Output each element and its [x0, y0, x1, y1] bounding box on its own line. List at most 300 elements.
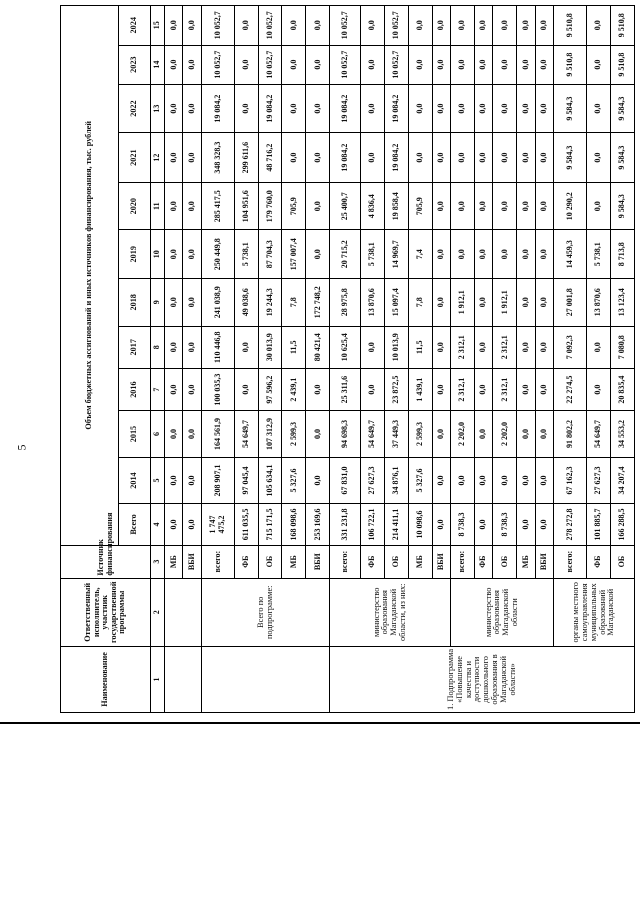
- year-value-cell: 10 052,7: [330, 6, 360, 46]
- year-value-cell: 34 876,1: [384, 457, 408, 504]
- total-value-cell: 278 272,8: [554, 504, 587, 545]
- year-value-cell: 10 052,7: [258, 6, 282, 46]
- total-value-cell: 10 098,6: [408, 504, 432, 545]
- year-value-cell: 0,0: [493, 45, 517, 84]
- year-value-cell: 0,0: [474, 230, 492, 279]
- source-cell: МБ: [408, 545, 432, 578]
- source-cell: всего:: [330, 545, 360, 578]
- year-value-cell: 67 831,0: [330, 457, 360, 504]
- column-index: 10: [151, 230, 165, 279]
- year-value-cell: 2 599,3: [282, 411, 306, 458]
- year-value-cell: 11,5: [408, 326, 432, 368]
- year-value-cell: 100 035,3: [201, 368, 234, 410]
- table-row: [450, 6, 474, 713]
- page-number: 5: [14, 444, 29, 451]
- year-value-cell: 0,0: [306, 182, 330, 230]
- year-value-cell: 5 327,6: [408, 457, 432, 504]
- year-value-cell: 0,0: [450, 457, 474, 504]
- source-cell: ОБ: [258, 545, 282, 578]
- column-index: 12: [151, 133, 165, 183]
- year-value-cell: 15 097,4: [384, 279, 408, 327]
- column-index: 1: [151, 646, 165, 712]
- year-value-cell: 0,0: [432, 457, 450, 504]
- year-value-cell: 0,0: [183, 45, 201, 84]
- year-value-cell: 0,0: [474, 326, 492, 368]
- year-value-cell: 0,0: [360, 368, 384, 410]
- total-value-cell: 0,0: [517, 504, 535, 545]
- subprogram-name-cell: 1. Подпрограмма «Повышение качества и доступности дошкольного образования в Магаданской области»: [330, 646, 635, 712]
- year-value-cell: 0,0: [517, 230, 535, 279]
- column-index: 6: [151, 411, 165, 458]
- total-value-cell: 0,0: [474, 504, 492, 545]
- total-value-cell: 331 231,8: [330, 504, 360, 545]
- year-value-cell: 0,0: [306, 133, 330, 183]
- year-value-cell: 0,0: [183, 84, 201, 133]
- year-value-cell: 2 202,0: [493, 411, 517, 458]
- year-value-cell: 27 627,3: [586, 457, 610, 504]
- year-value-cell: 0,0: [517, 133, 535, 183]
- year-value-cell: 11,5: [282, 326, 306, 368]
- year-value-cell: 10 052,7: [384, 45, 408, 84]
- year-value-cell: 54 649,7: [586, 411, 610, 458]
- year-value-cell: 19 084,2: [330, 84, 360, 133]
- responsible-cell: [165, 578, 202, 646]
- header-year: 2014: [119, 457, 151, 504]
- table-body: [165, 6, 635, 713]
- year-value-cell: 0,0: [183, 182, 201, 230]
- table-row: [554, 6, 587, 713]
- year-value-cell: 0,0: [282, 84, 306, 133]
- year-value-cell: 91 802,2: [554, 411, 587, 458]
- year-value-cell: 164 561,9: [201, 411, 234, 458]
- year-value-cell: 10 290,2: [554, 182, 587, 230]
- year-value-cell: 49 038,6: [234, 279, 258, 327]
- year-value-cell: 0,0: [432, 368, 450, 410]
- year-value-cell: 2 202,0: [450, 411, 474, 458]
- year-value-cell: 0,0: [493, 84, 517, 133]
- year-value-cell: 0,0: [165, 230, 183, 279]
- source-cell: ФБ: [234, 545, 258, 578]
- total-value-cell: 0,0: [183, 504, 201, 545]
- source-cell: всего:: [201, 545, 234, 578]
- header-total: Всего: [119, 504, 151, 545]
- source-cell: ВБИ: [432, 545, 450, 578]
- year-value-cell: 0,0: [432, 6, 450, 46]
- year-value-cell: 0,0: [432, 133, 450, 183]
- year-value-cell: 14 969,7: [384, 230, 408, 279]
- year-value-cell: 37 449,3: [384, 411, 408, 458]
- year-value-cell: 0,0: [517, 368, 535, 410]
- source-cell: ФБ: [586, 545, 610, 578]
- year-value-cell: 0,0: [586, 182, 610, 230]
- year-value-cell: 0,0: [474, 45, 492, 84]
- year-value-cell: 0,0: [586, 45, 610, 84]
- year-value-cell: 0,0: [165, 457, 183, 504]
- year-value-cell: 0,0: [165, 279, 183, 327]
- year-value-cell: 0,0: [535, 368, 553, 410]
- year-value-cell: 2 312,1: [450, 368, 474, 410]
- year-value-cell: 0,0: [183, 368, 201, 410]
- total-value-cell: 253 169,6: [306, 504, 330, 545]
- year-value-cell: 110 446,8: [201, 326, 234, 368]
- year-value-cell: 0,0: [183, 411, 201, 458]
- year-value-cell: 0,0: [432, 230, 450, 279]
- year-value-cell: 5 738,1: [586, 230, 610, 279]
- year-value-cell: 10 625,4: [330, 326, 360, 368]
- year-value-cell: 0,0: [306, 411, 330, 458]
- header-source: Источник финансирования: [61, 545, 151, 578]
- year-value-cell: 348 328,3: [201, 133, 234, 183]
- year-value-cell: 22 274,5: [554, 368, 587, 410]
- year-value-cell: 0,0: [493, 6, 517, 46]
- year-value-cell: 0,0: [474, 457, 492, 504]
- year-value-cell: 28 975,8: [330, 279, 360, 327]
- header-year: 2023: [119, 45, 151, 84]
- year-value-cell: 0,0: [474, 133, 492, 183]
- column-index: 13: [151, 84, 165, 133]
- year-value-cell: 0,0: [234, 45, 258, 84]
- year-value-cell: 0,0: [360, 84, 384, 133]
- year-value-cell: 0,0: [360, 133, 384, 183]
- year-value-cell: 0,0: [360, 326, 384, 368]
- subprogram-name-cell: [165, 646, 202, 712]
- year-value-cell: 20 835,4: [610, 368, 634, 410]
- year-value-cell: 0,0: [165, 182, 183, 230]
- year-value-cell: 0,0: [432, 411, 450, 458]
- year-value-cell: 0,0: [493, 182, 517, 230]
- year-value-cell: 0,0: [450, 84, 474, 133]
- year-value-cell: 30 013,9: [258, 326, 282, 368]
- year-value-cell: 0,0: [474, 368, 492, 410]
- year-value-cell: 7 080,8: [610, 326, 634, 368]
- year-value-cell: 285 417,5: [201, 182, 234, 230]
- year-value-cell: 0,0: [306, 84, 330, 133]
- year-value-cell: 2 599,3: [408, 411, 432, 458]
- header-year: 2024: [119, 6, 151, 46]
- year-value-cell: 10 052,7: [258, 45, 282, 84]
- total-value-cell: 0,0: [535, 504, 553, 545]
- year-value-cell: 0,0: [586, 368, 610, 410]
- year-value-cell: 27 627,3: [360, 457, 384, 504]
- year-value-cell: 0,0: [432, 279, 450, 327]
- column-index: 3: [151, 545, 165, 578]
- year-value-cell: 34 207,4: [610, 457, 634, 504]
- column-index: 8: [151, 326, 165, 368]
- column-index: 14: [151, 45, 165, 84]
- year-value-cell: 10 052,7: [330, 45, 360, 84]
- source-cell: ВБИ: [306, 545, 330, 578]
- year-value-cell: 19 084,2: [384, 84, 408, 133]
- year-value-cell: 0,0: [432, 45, 450, 84]
- year-value-cell: 19 858,4: [384, 182, 408, 230]
- year-value-cell: 705,9: [282, 182, 306, 230]
- year-value-cell: 9 510,8: [554, 45, 587, 84]
- year-value-cell: 0,0: [535, 133, 553, 183]
- total-value-cell: 101 885,7: [586, 504, 610, 545]
- year-value-cell: 27 001,8: [554, 279, 587, 327]
- header-responsible: Ответственный исполнитель, участник государственной программы: [61, 578, 151, 646]
- header-year: 2021: [119, 133, 151, 183]
- year-value-cell: 14 459,3: [554, 230, 587, 279]
- column-index: 11: [151, 182, 165, 230]
- year-value-cell: 9 510,8: [554, 6, 587, 46]
- year-value-cell: 0,0: [183, 133, 201, 183]
- year-value-cell: 8 713,8: [610, 230, 634, 279]
- year-value-cell: 0,0: [408, 45, 432, 84]
- year-value-cell: 0,0: [183, 230, 201, 279]
- year-value-cell: 0,0: [517, 6, 535, 46]
- year-value-cell: 0,0: [408, 133, 432, 183]
- total-value-cell: 166 288,5: [610, 504, 634, 545]
- year-value-cell: 0,0: [517, 457, 535, 504]
- header-year: 2016: [119, 368, 151, 410]
- year-value-cell: 250 449,8: [201, 230, 234, 279]
- year-value-cell: 0,0: [360, 6, 384, 46]
- year-value-cell: 0,0: [517, 45, 535, 84]
- year-value-cell: 25 311,6: [330, 368, 360, 410]
- source-cell: ОБ: [610, 545, 634, 578]
- year-value-cell: 54 649,7: [360, 411, 384, 458]
- year-value-cell: 25 400,7: [330, 182, 360, 230]
- year-value-cell: 0,0: [165, 326, 183, 368]
- year-value-cell: 0,0: [234, 84, 258, 133]
- source-cell: МБ: [517, 545, 535, 578]
- header-year: 2022: [119, 84, 151, 133]
- year-value-cell: 54 649,7: [234, 411, 258, 458]
- year-value-cell: 0,0: [474, 84, 492, 133]
- column-index: 15: [151, 6, 165, 46]
- year-value-cell: 9 584,3: [554, 84, 587, 133]
- year-value-cell: 19 084,2: [201, 84, 234, 133]
- table-row: [330, 6, 360, 713]
- year-value-cell: 0,0: [450, 182, 474, 230]
- year-value-cell: 0,0: [165, 6, 183, 46]
- year-value-cell: 1 912,1: [450, 279, 474, 327]
- year-value-cell: 0,0: [408, 6, 432, 46]
- year-value-cell: 5 738,1: [360, 230, 384, 279]
- year-value-cell: 0,0: [586, 133, 610, 183]
- total-value-cell: 106 722,1: [360, 504, 384, 545]
- year-value-cell: 0,0: [183, 6, 201, 46]
- year-value-cell: 13 870,6: [586, 279, 610, 327]
- year-value-cell: 9 584,3: [610, 133, 634, 183]
- year-value-cell: 2 439,1: [282, 368, 306, 410]
- year-value-cell: 67 162,3: [554, 457, 587, 504]
- year-value-cell: 107 312,9: [258, 411, 282, 458]
- year-value-cell: 2 312,1: [493, 326, 517, 368]
- year-value-cell: 0,0: [234, 368, 258, 410]
- year-value-cell: 7,4: [408, 230, 432, 279]
- total-value-cell: 8 738,3: [450, 504, 474, 545]
- column-index: 4: [151, 504, 165, 545]
- year-value-cell: 13 870,6: [360, 279, 384, 327]
- year-value-cell: 0,0: [165, 45, 183, 84]
- year-value-cell: 9 584,3: [554, 133, 587, 183]
- year-value-cell: 172 748,2: [306, 279, 330, 327]
- year-value-cell: 10 052,7: [201, 45, 234, 84]
- total-value-cell: 611 035,5: [234, 504, 258, 545]
- year-value-cell: 0,0: [586, 6, 610, 46]
- table-row: [165, 6, 183, 713]
- year-value-cell: 0,0: [474, 182, 492, 230]
- responsible-cell: министерство образования Магаданской области, из них:: [330, 578, 451, 646]
- year-value-cell: 0,0: [517, 279, 535, 327]
- source-cell: МБ: [165, 545, 183, 578]
- year-value-cell: 0,0: [535, 230, 553, 279]
- responsible-cell: органы местного самоуправления муниципальных образований Магаданской: [554, 578, 635, 646]
- year-value-cell: 0,0: [450, 6, 474, 46]
- rotated-page: [60, 5, 635, 713]
- source-cell: ВБИ: [535, 545, 553, 578]
- year-value-cell: 1 439,1: [408, 368, 432, 410]
- year-value-cell: 0,0: [282, 6, 306, 46]
- year-value-cell: 19 084,2: [258, 84, 282, 133]
- year-value-cell: 0,0: [517, 411, 535, 458]
- year-value-cell: 10 052,7: [384, 6, 408, 46]
- year-value-cell: 23 872,5: [384, 368, 408, 410]
- year-value-cell: 5 738,1: [234, 230, 258, 279]
- year-value-cell: 0,0: [360, 45, 384, 84]
- year-value-cell: 0,0: [165, 411, 183, 458]
- year-value-cell: 19 244,3: [258, 279, 282, 327]
- total-value-cell: 0,0: [432, 504, 450, 545]
- year-value-cell: 10 052,7: [201, 6, 234, 46]
- header-year: 2019: [119, 230, 151, 279]
- year-value-cell: 104 951,6: [234, 182, 258, 230]
- source-cell: ОБ: [493, 545, 517, 578]
- year-value-cell: 0,0: [535, 411, 553, 458]
- column-index: 5: [151, 457, 165, 504]
- year-value-cell: 0,0: [306, 457, 330, 504]
- source-cell: ВБИ: [183, 545, 201, 578]
- year-value-cell: 0,0: [517, 84, 535, 133]
- year-value-cell: 0,0: [474, 279, 492, 327]
- year-value-cell: 34 553,2: [610, 411, 634, 458]
- header-year: 2015: [119, 411, 151, 458]
- year-value-cell: 19 084,2: [330, 133, 360, 183]
- year-value-cell: 0,0: [183, 279, 201, 327]
- year-value-cell: 0,0: [535, 457, 553, 504]
- column-index: 7: [151, 368, 165, 410]
- year-value-cell: 299 611,6: [234, 133, 258, 183]
- year-value-cell: 0,0: [535, 279, 553, 327]
- year-value-cell: 20 715,2: [330, 230, 360, 279]
- year-value-cell: 97 045,4: [234, 457, 258, 504]
- year-value-cell: 9 510,8: [610, 45, 634, 84]
- source-cell: всего:: [450, 545, 474, 578]
- year-value-cell: 0,0: [432, 84, 450, 133]
- year-value-cell: 0,0: [586, 84, 610, 133]
- column-index: 9: [151, 279, 165, 327]
- year-value-cell: 0,0: [450, 230, 474, 279]
- year-value-cell: 0,0: [535, 182, 553, 230]
- year-value-cell: 2 312,1: [450, 326, 474, 368]
- year-value-cell: 0,0: [535, 45, 553, 84]
- funding-table: [60, 5, 635, 713]
- year-value-cell: 0,0: [493, 457, 517, 504]
- responsible-cell: Всего по подпрограмме:: [201, 578, 329, 646]
- year-value-cell: 7,8: [282, 279, 306, 327]
- year-value-cell: 97 596,2: [258, 368, 282, 410]
- horizontal-rule: [0, 722, 640, 724]
- year-value-cell: 0,0: [493, 230, 517, 279]
- header-year: 2020: [119, 182, 151, 230]
- year-value-cell: 0,0: [306, 368, 330, 410]
- year-value-cell: 157 007,4: [282, 230, 306, 279]
- year-value-cell: 0,0: [165, 133, 183, 183]
- year-value-cell: 9 584,3: [610, 84, 634, 133]
- year-value-cell: 179 760,0: [258, 182, 282, 230]
- year-value-cell: 0,0: [450, 133, 474, 183]
- year-value-cell: 5 327,6: [282, 457, 306, 504]
- year-value-cell: 0,0: [183, 457, 201, 504]
- source-cell: ФБ: [474, 545, 492, 578]
- responsible-cell: министерство образования Магаданской области: [450, 578, 553, 646]
- year-value-cell: 9 510,8: [610, 6, 634, 46]
- source-cell: ОБ: [384, 545, 408, 578]
- header-year: 2017: [119, 326, 151, 368]
- year-value-cell: 0,0: [535, 326, 553, 368]
- header-year: 2018: [119, 279, 151, 327]
- year-value-cell: 9 584,3: [610, 182, 634, 230]
- year-value-cell: 0,0: [306, 45, 330, 84]
- year-value-cell: 0,0: [432, 182, 450, 230]
- year-value-cell: 19 084,2: [384, 133, 408, 183]
- year-value-cell: 0,0: [165, 368, 183, 410]
- table-row: [201, 6, 234, 713]
- year-value-cell: 0,0: [432, 326, 450, 368]
- source-cell: всего:: [554, 545, 587, 578]
- total-value-cell: 1 747 475,2: [201, 504, 234, 545]
- year-value-cell: 0,0: [474, 6, 492, 46]
- year-value-cell: 87 704,3: [258, 230, 282, 279]
- column-index: 2: [151, 578, 165, 646]
- header-name: Наименование: [61, 646, 151, 712]
- year-value-cell: 208 907,1: [201, 457, 234, 504]
- year-value-cell: 0,0: [586, 326, 610, 368]
- year-value-cell: 0,0: [234, 6, 258, 46]
- year-value-cell: 0,0: [165, 84, 183, 133]
- year-value-cell: 80 421,4: [306, 326, 330, 368]
- year-value-cell: 4 836,4: [360, 182, 384, 230]
- year-value-cell: 10 013,9: [384, 326, 408, 368]
- year-value-cell: 0,0: [282, 45, 306, 84]
- year-value-cell: 0,0: [306, 230, 330, 279]
- year-value-cell: 241 038,9: [201, 279, 234, 327]
- year-value-cell: 0,0: [474, 411, 492, 458]
- header-funding-group: Объем бюджетных ассигнований и иных источников финансирования, тыс. рублей: [61, 6, 119, 546]
- year-value-cell: 0,0: [306, 6, 330, 46]
- year-value-cell: 0,0: [282, 133, 306, 183]
- subprogram-name-cell: [201, 646, 329, 712]
- year-value-cell: 0,0: [535, 6, 553, 46]
- year-value-cell: 705,9: [408, 182, 432, 230]
- total-value-cell: 214 411,1: [384, 504, 408, 545]
- year-value-cell: 2 312,1: [493, 368, 517, 410]
- total-value-cell: 715 171,5: [258, 504, 282, 545]
- total-value-cell: 0,0: [165, 504, 183, 545]
- year-value-cell: 0,0: [408, 84, 432, 133]
- source-cell: ФБ: [360, 545, 384, 578]
- total-value-cell: 168 098,6: [282, 504, 306, 545]
- year-value-cell: 13 123,4: [610, 279, 634, 327]
- year-value-cell: 94 698,3: [330, 411, 360, 458]
- year-value-cell: 1 912,1: [493, 279, 517, 327]
- rotated-table-area: [60, 5, 635, 713]
- source-cell: МБ: [282, 545, 306, 578]
- year-value-cell: 48 716,2: [258, 133, 282, 183]
- year-value-cell: 0,0: [517, 326, 535, 368]
